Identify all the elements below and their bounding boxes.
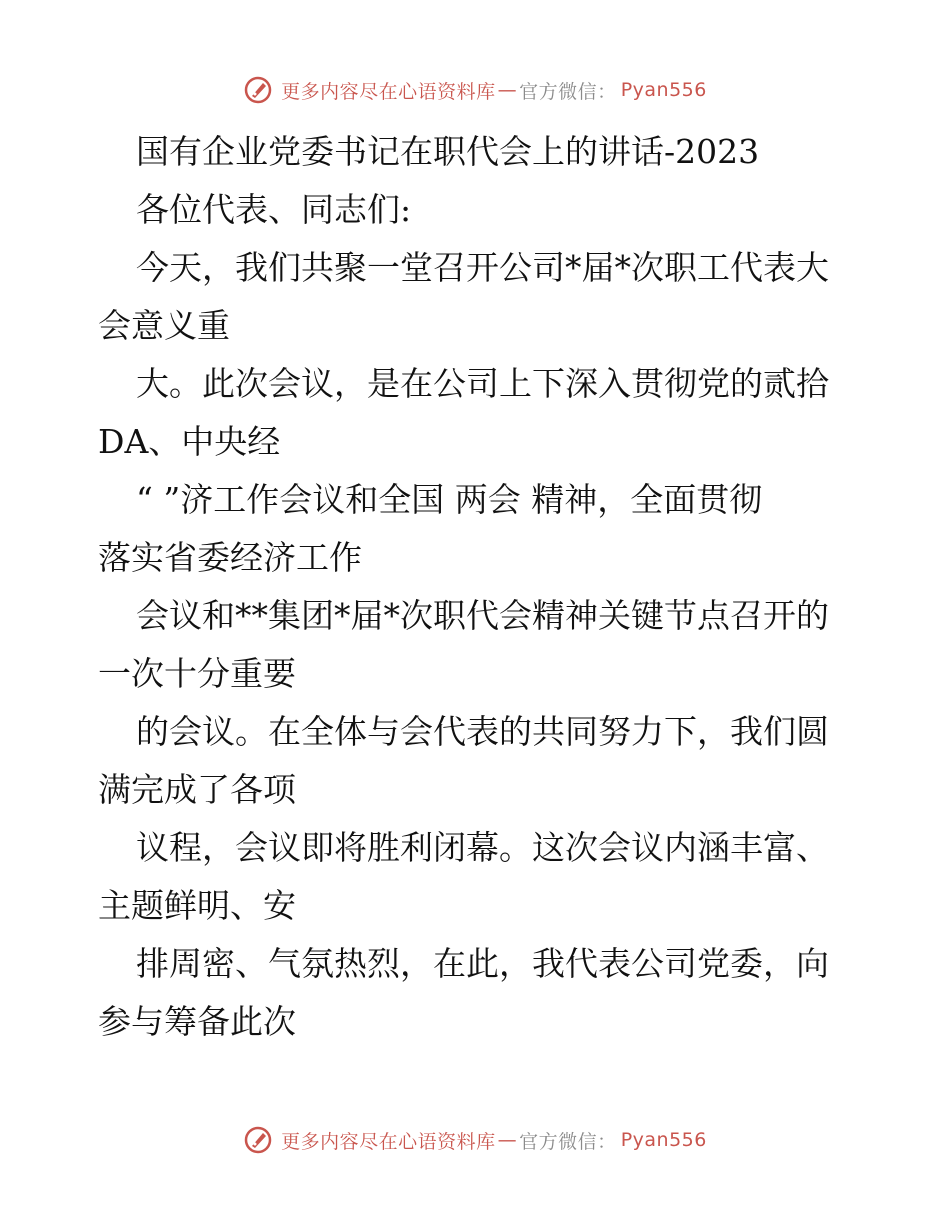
document-line: DA、中央经 bbox=[98, 422, 281, 461]
footer-watermark bbox=[0, 1120, 950, 1160]
document-line: 一次十分重要 bbox=[98, 654, 296, 693]
watermark-separator: — bbox=[497, 1129, 518, 1151]
pen-nib-circle-icon bbox=[243, 1125, 273, 1155]
document-line: 会议和**集团*届*次职代会精神关键节点召开的 bbox=[136, 596, 829, 635]
document-line: 参与筹备此次 bbox=[98, 1002, 296, 1041]
watermark-separator: — bbox=[497, 79, 518, 101]
document-body bbox=[98, 123, 858, 1051]
document-line: 大。此次会议，是在公司上下深入贯彻党的贰拾 bbox=[136, 364, 829, 403]
pen-nib-circle-icon bbox=[243, 75, 273, 105]
document-line: 的会议。在全体与会代表的共同努力下，我们圆 bbox=[136, 712, 829, 751]
document-line: 今天，我们共聚一堂召开公司*届*次职工代表大 bbox=[136, 248, 829, 287]
document-line: “ ”济工作会议和全国 两会 精神，全面贯彻 bbox=[136, 480, 763, 519]
watermark-id: Pyan556 bbox=[620, 1129, 707, 1151]
document-line: 排周密、气氛热烈，在此，我代表公司党委，向 bbox=[136, 944, 829, 983]
watermark-title: 更多内容尽在心语资料库 bbox=[281, 80, 496, 103]
document-line: 满完成了各项 bbox=[98, 770, 296, 809]
watermark-id: Pyan556 bbox=[620, 79, 707, 101]
header-watermark bbox=[0, 70, 950, 110]
document-line: 国有企业党委书记在职代会上的讲话-2023 bbox=[136, 132, 760, 171]
document-line: 落实省委经济工作 bbox=[98, 538, 362, 577]
document-line: 议程，会议即将胜利闭幕。这次会议内涵丰富、 bbox=[136, 828, 829, 867]
document-line: 会意义重 bbox=[98, 306, 230, 345]
watermark-label: 官方微信： bbox=[519, 80, 617, 103]
watermark-label: 官方微信： bbox=[519, 1130, 617, 1153]
document-line: 主题鲜明、安 bbox=[98, 886, 296, 925]
document-line: 各位代表、同志们: bbox=[136, 190, 412, 229]
watermark-title: 更多内容尽在心语资料库 bbox=[281, 1130, 496, 1153]
